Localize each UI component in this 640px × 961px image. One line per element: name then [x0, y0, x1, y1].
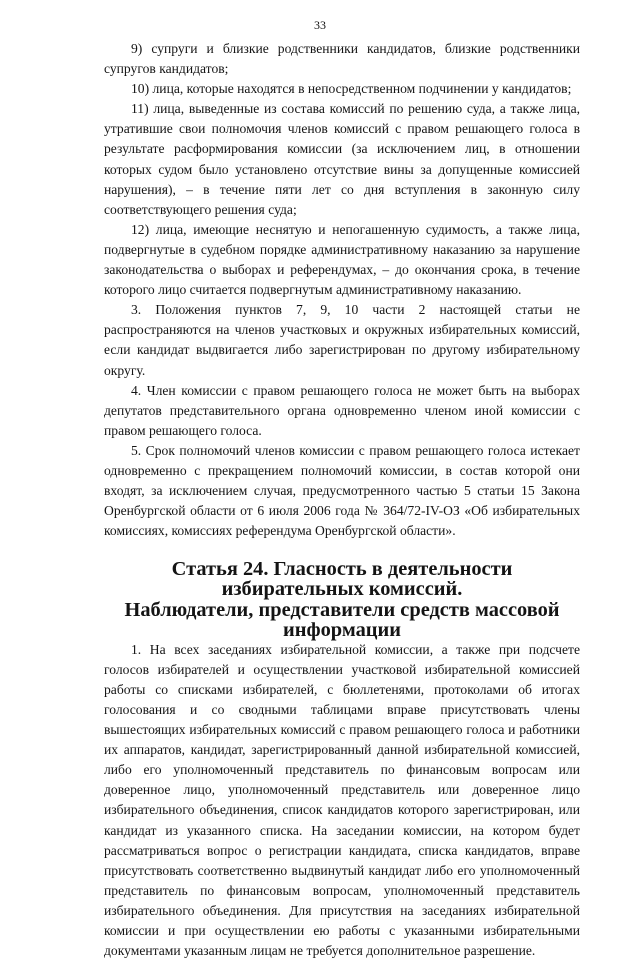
- article-heading-line-2: Наблюдатели, представители средств массовой: [124, 598, 560, 621]
- article-heading-line-3: информации: [282, 618, 402, 641]
- page-number: 33: [314, 18, 326, 32]
- clause-3: 3. Положения пунктов 7, 9, 10 части 2 настоящей статьи не распространяются на членов участковых и окружных избирательных комиссий, если кандидат выдвигается либо зарегистрирован по другому избирательному округу.: [104, 302, 580, 378]
- clause-5: 5. Срок полномочий членов комиссии с правом решающего голоса истекает одновременно с прекращением полномочий комиссии, в состав которой они входят, за исключением случая, предусмотренного частью 5 статьи 15 Закона Оренбургской области от 6 июля 2006 года № 364/72-IV-ОЗ «Об избирательных комиссиях, комиссиях референдума Оренбургской области».: [104, 442, 580, 539]
- clause-4: 4. Член комиссии с правом решающего голоса не может быть на выборах депутатов представительного органа одновременно членом иной комиссии с правом решающего голоса.: [104, 382, 580, 438]
- article-clause-1: 1. На всех заседаниях избирательной комиссии, а также при подсчете голосов избирателей и осуществлении участковой избирательной комиссией работы со списками избирателей, с бюллетенями, протоколами об итогах голосования и со сводными таблицами вправе присутствовать члены вышестоящих избирательных комиссий с правом решающего голоса и работники их аппаратов, кандидат, зарегистрированный данной избирательной комиссией, либо его уполномоченный представитель по финансовым вопросам или доверенное лицо, уполномоченный представитель или доверенное лицо избирательного объединения, список кандидатов которого зарегистрирован, или кандидат из указанного списка. На заседании комиссии, на котором будет рассматриваться вопрос о регистрации кандидата, списка кандидатов, вправе присутствовать соответственно выдвинутый кандидат либо его уполномоченный представитель по финансовым вопросам, уполномоченный представитель избирательного объединения. Для присутствия на заседаниях избирательной комиссии и при осуществлении ею работы с указанными избирательными документами указанным лицам не требуется дополнительное разрешение.: [104, 641, 580, 959]
- list-item-11: 11) лица, выведенные из состава комиссий по решению суда, а также лица, утратившие свои полномочия членов комиссий с правом решающего голоса в результате расформирования комиссии (за исключением лиц, в отношении которых судом было установлено отсутствие вины за допущенные комиссией нарушения), – в течение пяти лет со дня вступления в законную силу соответствующего решения суда;: [104, 101, 580, 217]
- list-item-10: 10) лица, которые находятся в непосредственном подчинении у кандидатов;: [131, 81, 572, 97]
- article-heading-line-1: Статья 24. Гласность в деятельности избирательных комиссий.: [171, 558, 513, 601]
- list-item-12: 12) лица, имеющие неснятую и непогашенную судимость, а также лица, подвергнутые в судебном порядке административному наказанию за нарушение законодательства о выборах и референдумах, – до окончания срока, в течение которого лицо считается подвергнутым административному наказанию.: [104, 221, 580, 298]
- list-item-9: 9) супруги и близкие родственники кандидатов, близкие родственники супругов кандидатов;: [104, 41, 580, 77]
- article-heading: [104, 559, 580, 639]
- document-body: [104, 39, 580, 961]
